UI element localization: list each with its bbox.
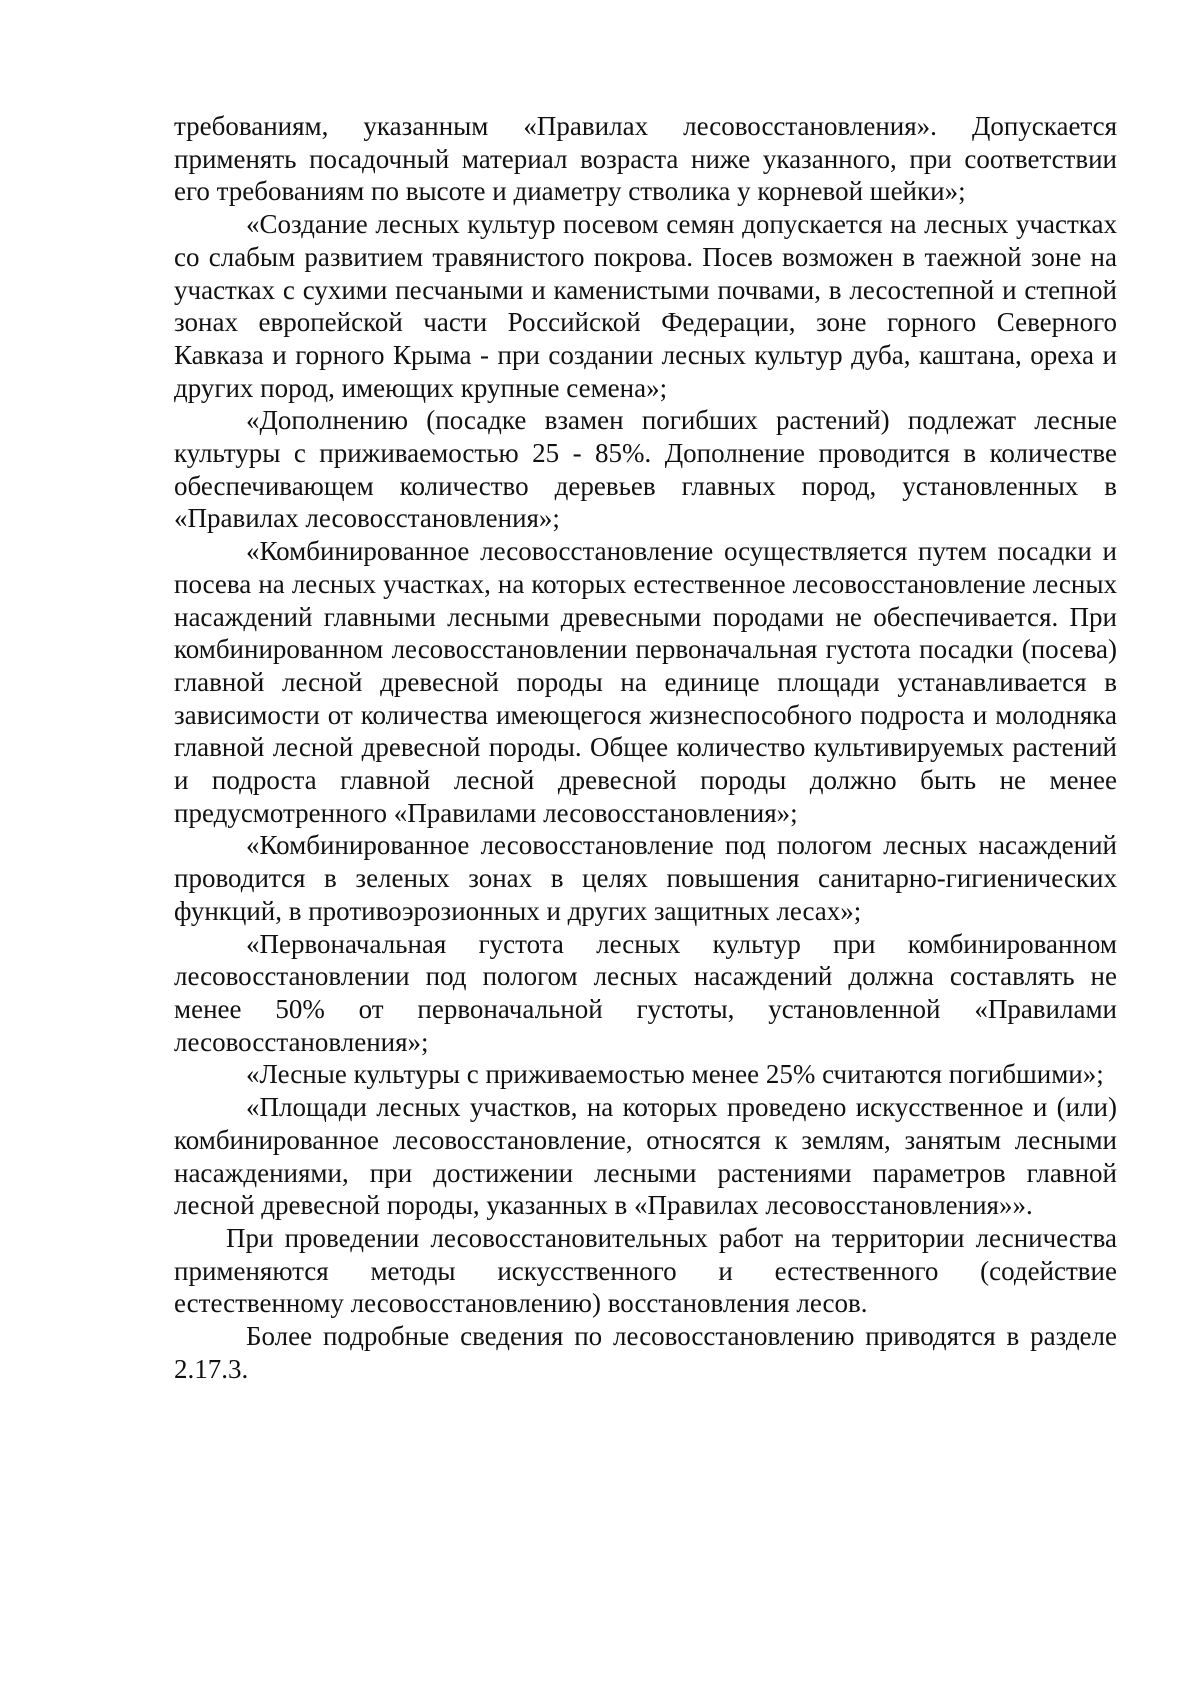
- paragraph-8: «Площади лесных участков, на которых проведено искусственное и (или) комбинированное лесовосстановление, относятся к землям, занятым лесными насаждениями, при достижении лесными растениями параметров главной лесной древесной породы, указанных в «Правилах лесовосстановления»».: [174, 1092, 1117, 1221]
- paragraph-4: «Комбинированное лесовосстановление осуществляется путем посадки и посева на лесных участках, на которых естественное лесовосстановление лесных насаждений главными лесными древесными породами не обеспечивается. При комбинированном лесовосстановлении первоначальная густота посадки (посева) главной лесной древесной породы на единице площади устанавливается в зависимости от количества имеющегося жизнеспособного подроста и молодняка главной лесной древесной породы. Общее количество культивируемых растений и подроста главной лесной древесной породы должно быть не менее предусмотренного «Правилами лесовосстановления»;: [174, 536, 1117, 828]
- paragraph-10: Более подробные сведения по лесовосстановлению приводятся в разделе 2.17.3.: [174, 1321, 1117, 1384]
- paragraph-5: «Комбинированное лесовосстановление под пологом лесных насаждений проводится в зеленых зонах в целях повышения санитарно-гигиенических функций, в противоэрозионных и других защитных лесах»;: [174, 830, 1117, 926]
- paragraph-3: «Дополнению (посадке взамен погибших растений) подлежат лесные культуры с приживаемостью 25 - 85%. Дополнение проводится в количестве обеспечивающем количество деревьев главных пород, установленных в «Правилах лесовосстановления»;: [174, 405, 1117, 534]
- paragraph-7: «Лесные культуры с приживаемостью менее 25% считаются погибшими»;: [246, 1059, 1104, 1090]
- paragraph-1: требованиям, указанным «Правилах лесовосстановления». Допускается применять посадочный материал возраста ниже указанного, при соответствии его требованиям по высоте и диаметру стволика у корневой шейки»;: [174, 111, 1117, 207]
- document-body: [174, 110, 1117, 1385]
- paragraph-9: При проведении лесовосстановительных работ на территории лесничества применяются методы искусственного и естественного (содействие естественному лесовосстановлению) восстановления лесов.: [174, 1222, 1117, 1319]
- paragraph-6: «Первоначальная густота лесных культур при комбинированном лесовосстановлении под пологом лесных насаждений должна составлять не менее 50% от первоначальной густоты, установленной «Правилами лесовосстановления»;: [174, 928, 1117, 1057]
- paragraph-2: «Создание лесных культур посевом семян допускается на лесных участках со слабым развитием травянистого покрова. Посев возможен в таежной зоне на участках с сухими песчаными и каменистыми почвами, в лесостепной и степной зонах европейской части Российской Федерации, зоне горного Северного Кавказа и горного Крыма - при создании лесных культур дуба, каштана, ореха и других пород, имеющих крупные семена»;: [174, 209, 1117, 403]
